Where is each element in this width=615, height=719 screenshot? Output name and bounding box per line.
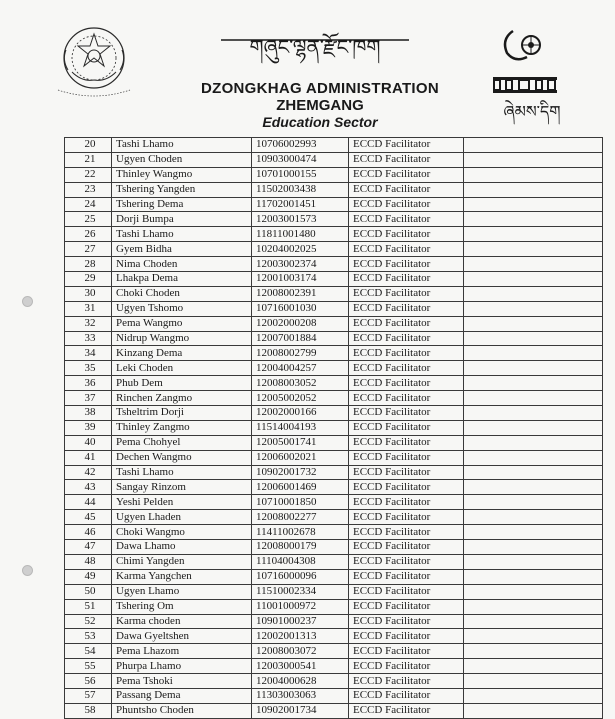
cid-cell: 10706002993 [252, 138, 349, 153]
row-number-cell: 35 [65, 361, 112, 376]
cid-cell: 10901000237 [252, 614, 349, 629]
position-cell: ECCD Facilitator [349, 257, 464, 272]
table-row [65, 584, 603, 599]
position-cell: ECCD Facilitator [349, 167, 464, 182]
row-number-cell: 46 [65, 525, 112, 540]
cid-cell: 12003000541 [252, 659, 349, 674]
remarks-cell [464, 138, 603, 153]
position-cell: ECCD Facilitator [349, 152, 464, 167]
table-row [65, 450, 603, 465]
table-row [65, 599, 603, 614]
remarks-cell [464, 316, 603, 331]
row-number-cell: 55 [65, 659, 112, 674]
zhemgang-logo-icon [497, 25, 551, 65]
row-number-cell: 24 [65, 197, 112, 212]
table-row [65, 674, 603, 689]
name-cell: Nidrup Wangmo [112, 331, 252, 346]
table-row [65, 197, 603, 212]
row-number-cell: 54 [65, 644, 112, 659]
national-emblem-icon [52, 20, 136, 100]
name-cell: Dechen Wangmo [112, 450, 252, 465]
remarks-cell [464, 450, 603, 465]
cid-cell: 12004004257 [252, 361, 349, 376]
remarks-cell [464, 629, 603, 644]
cid-cell: 12008003052 [252, 376, 349, 391]
name-cell: Choki Choden [112, 286, 252, 301]
remarks-cell [464, 391, 603, 406]
remarks-cell [464, 420, 603, 435]
cid-cell: 11811001480 [252, 227, 349, 242]
position-cell: ECCD Facilitator [349, 346, 464, 361]
cid-cell: 12008000179 [252, 540, 349, 555]
cid-cell: 11514004193 [252, 420, 349, 435]
name-cell: Gyem Bidha [112, 242, 252, 257]
punch-hole [22, 565, 33, 576]
name-cell: Dawa Gyeltshen [112, 629, 252, 644]
row-number-cell: 37 [65, 391, 112, 406]
name-cell: Tsheltrim Dorji [112, 406, 252, 421]
table-row [65, 406, 603, 421]
remarks-cell [464, 197, 603, 212]
logo-script-label: ཞེམས་དིག [503, 102, 561, 121]
table-row [65, 182, 603, 197]
cid-cell: 11104004308 [252, 554, 349, 569]
name-cell: Tshering Om [112, 599, 252, 614]
table-row [65, 257, 603, 272]
row-number-cell: 34 [65, 346, 112, 361]
table-row [65, 554, 603, 569]
position-cell: ECCD Facilitator [349, 450, 464, 465]
remarks-cell [464, 406, 603, 421]
table-row [65, 495, 603, 510]
row-number-cell: 26 [65, 227, 112, 242]
table-row [65, 316, 603, 331]
row-number-cell: 52 [65, 614, 112, 629]
position-cell: ECCD Facilitator [349, 674, 464, 689]
row-number-cell: 38 [65, 406, 112, 421]
position-cell: ECCD Facilitator [349, 480, 464, 495]
row-number-cell: 32 [65, 316, 112, 331]
row-number-cell: 47 [65, 540, 112, 555]
name-cell: Phuntsho Choden [112, 703, 252, 718]
cid-cell: 12002000208 [252, 316, 349, 331]
remarks-cell [464, 227, 603, 242]
table-row [65, 435, 603, 450]
position-cell: ECCD Facilitator [349, 272, 464, 287]
name-cell: Choki Wangmo [112, 525, 252, 540]
remarks-cell [464, 540, 603, 555]
table-row [65, 346, 603, 361]
row-number-cell: 44 [65, 495, 112, 510]
cid-cell: 12006002021 [252, 450, 349, 465]
position-cell: ECCD Facilitator [349, 703, 464, 718]
table-row [65, 227, 603, 242]
name-cell: Lhakpa Dema [112, 272, 252, 287]
position-cell: ECCD Facilitator [349, 584, 464, 599]
name-cell: Ugyen Lhamo [112, 584, 252, 599]
remarks-cell [464, 286, 603, 301]
row-number-cell: 31 [65, 301, 112, 316]
table-row [65, 703, 603, 718]
remarks-cell [464, 272, 603, 287]
row-number-cell: 33 [65, 331, 112, 346]
position-cell: ECCD Facilitator [349, 569, 464, 584]
title-block [150, 80, 490, 131]
cid-cell: 11001000972 [252, 599, 349, 614]
remarks-cell [464, 614, 603, 629]
page-subtitle: ZHEMGANG [276, 97, 364, 114]
section-title: Education Sector [262, 114, 378, 130]
remarks-cell [464, 599, 603, 614]
position-cell: ECCD Facilitator [349, 242, 464, 257]
table-row [65, 420, 603, 435]
cid-cell: 10903000474 [252, 152, 349, 167]
row-number-cell: 56 [65, 674, 112, 689]
name-cell: Kinzang Dema [112, 346, 252, 361]
remarks-cell [464, 257, 603, 272]
row-number-cell: 48 [65, 554, 112, 569]
table-row [65, 286, 603, 301]
facilitator-table [64, 137, 603, 719]
name-cell: Tshering Dema [112, 197, 252, 212]
position-cell: ECCD Facilitator [349, 614, 464, 629]
name-cell: Pema Lhazom [112, 644, 252, 659]
row-number-cell: 58 [65, 703, 112, 718]
position-cell: ECCD Facilitator [349, 361, 464, 376]
remarks-cell [464, 644, 603, 659]
cid-cell: 12002001313 [252, 629, 349, 644]
cid-cell: 10716000096 [252, 569, 349, 584]
name-cell: Phurpa Lhamo [112, 659, 252, 674]
remarks-cell [464, 674, 603, 689]
position-cell: ECCD Facilitator [349, 540, 464, 555]
cid-cell: 12003001573 [252, 212, 349, 227]
position-cell: ECCD Facilitator [349, 629, 464, 644]
table-row [65, 391, 603, 406]
table-row [65, 688, 603, 703]
row-number-cell: 28 [65, 257, 112, 272]
table-row [65, 644, 603, 659]
cid-cell: 10902001734 [252, 703, 349, 718]
cid-cell: 11502003438 [252, 182, 349, 197]
remarks-cell [464, 331, 603, 346]
name-cell: Nima Choden [112, 257, 252, 272]
table-row [65, 525, 603, 540]
row-number-cell: 50 [65, 584, 112, 599]
name-cell: Leki Choden [112, 361, 252, 376]
name-cell: Thinley Zangmo [112, 420, 252, 435]
position-cell: ECCD Facilitator [349, 286, 464, 301]
cid-cell: 12005002052 [252, 391, 349, 406]
position-cell: ECCD Facilitator [349, 301, 464, 316]
punch-hole [22, 296, 33, 307]
position-cell: ECCD Facilitator [349, 554, 464, 569]
cid-cell: 12006001469 [252, 480, 349, 495]
position-cell: ECCD Facilitator [349, 331, 464, 346]
position-cell: ECCD Facilitator [349, 227, 464, 242]
name-cell: Tashi Lhamo [112, 465, 252, 480]
cid-cell: 12008002799 [252, 346, 349, 361]
position-cell: ECCD Facilitator [349, 495, 464, 510]
remarks-cell [464, 376, 603, 391]
name-cell: Tashi Lhamo [112, 227, 252, 242]
remarks-cell [464, 569, 603, 584]
table-row [65, 510, 603, 525]
position-cell: ECCD Facilitator [349, 599, 464, 614]
position-cell: ECCD Facilitator [349, 316, 464, 331]
table-row [65, 167, 603, 182]
name-cell: Dorji Bumpa [112, 212, 252, 227]
row-number-cell: 43 [65, 480, 112, 495]
position-cell: ECCD Facilitator [349, 182, 464, 197]
row-number-cell: 20 [65, 138, 112, 153]
table-row [65, 331, 603, 346]
remarks-cell [464, 554, 603, 569]
table-row [65, 272, 603, 287]
row-number-cell: 30 [65, 286, 112, 301]
position-cell: ECCD Facilitator [349, 465, 464, 480]
remarks-cell [464, 212, 603, 227]
row-number-cell: 51 [65, 599, 112, 614]
name-cell: Tshering Yangden [112, 182, 252, 197]
cid-cell: 12001003174 [252, 272, 349, 287]
remarks-cell [464, 510, 603, 525]
position-cell: ECCD Facilitator [349, 391, 464, 406]
table-row [65, 569, 603, 584]
name-cell: Karma choden [112, 614, 252, 629]
remarks-cell [464, 242, 603, 257]
remarks-cell [464, 584, 603, 599]
row-number-cell: 45 [65, 510, 112, 525]
logo-bars-icon [492, 75, 558, 95]
remarks-cell [464, 182, 603, 197]
name-cell: Ugyen Lhaden [112, 510, 252, 525]
remarks-cell [464, 361, 603, 376]
remarks-cell [464, 688, 603, 703]
cid-cell: 10701000155 [252, 167, 349, 182]
cid-cell: 12002000166 [252, 406, 349, 421]
position-cell: ECCD Facilitator [349, 212, 464, 227]
row-number-cell: 53 [65, 629, 112, 644]
row-number-cell: 57 [65, 688, 112, 703]
remarks-cell [464, 435, 603, 450]
cid-cell: 11510002334 [252, 584, 349, 599]
row-number-cell: 40 [65, 435, 112, 450]
position-cell: ECCD Facilitator [349, 525, 464, 540]
cid-cell: 12008002391 [252, 286, 349, 301]
cid-cell: 12004000628 [252, 674, 349, 689]
remarks-cell [464, 495, 603, 510]
table-row [65, 152, 603, 167]
name-cell: Ugyen Tshomo [112, 301, 252, 316]
name-cell: Ugyen Choden [112, 152, 252, 167]
name-cell: Sangay Rinzom [112, 480, 252, 495]
position-cell: ECCD Facilitator [349, 406, 464, 421]
cid-cell: 11411002678 [252, 525, 349, 540]
position-cell: ECCD Facilitator [349, 688, 464, 703]
position-cell: ECCD Facilitator [349, 138, 464, 153]
table-row [65, 301, 603, 316]
remarks-cell [464, 167, 603, 182]
name-cell: Dawa Lhamo [112, 540, 252, 555]
table-row [65, 629, 603, 644]
position-cell: ECCD Facilitator [349, 376, 464, 391]
row-number-cell: 27 [65, 242, 112, 257]
row-number-cell: 25 [65, 212, 112, 227]
remarks-cell [464, 659, 603, 674]
table-row [65, 614, 603, 629]
page-title: DZONGKHAG ADMINISTRATION [200, 80, 439, 97]
row-number-cell: 21 [65, 152, 112, 167]
table-row [65, 376, 603, 391]
cid-cell: 12007001884 [252, 331, 349, 346]
name-cell: Passang Dema [112, 688, 252, 703]
table-row [65, 540, 603, 555]
table-row [65, 212, 603, 227]
name-cell: Pema Chohyel [112, 435, 252, 450]
position-cell: ECCD Facilitator [349, 510, 464, 525]
row-number-cell: 42 [65, 465, 112, 480]
position-cell: ECCD Facilitator [349, 420, 464, 435]
row-number-cell: 29 [65, 272, 112, 287]
remarks-cell [464, 480, 603, 495]
cid-cell: 12008003072 [252, 644, 349, 659]
cid-cell: 12008002277 [252, 510, 349, 525]
table-row [65, 138, 603, 153]
remarks-cell [464, 152, 603, 167]
remarks-cell [464, 465, 603, 480]
remarks-cell [464, 301, 603, 316]
table-row [65, 361, 603, 376]
logo-script-text [497, 97, 567, 127]
remarks-cell [464, 703, 603, 718]
name-cell: Tashi Lhamo [112, 138, 252, 153]
table-row [65, 659, 603, 674]
table-row [65, 242, 603, 257]
cid-cell: 10204002025 [252, 242, 349, 257]
row-number-cell: 23 [65, 182, 112, 197]
row-number-cell: 22 [65, 167, 112, 182]
name-cell: Rinchen Zangmo [112, 391, 252, 406]
table-row [65, 465, 603, 480]
name-cell: Karma Yangchen [112, 569, 252, 584]
position-cell: ECCD Facilitator [349, 197, 464, 212]
position-cell: ECCD Facilitator [349, 659, 464, 674]
cid-cell: 12003002374 [252, 257, 349, 272]
row-number-cell: 49 [65, 569, 112, 584]
name-cell: Pema Tshoki [112, 674, 252, 689]
remarks-cell [464, 525, 603, 540]
name-cell: Thinley Wangmo [112, 167, 252, 182]
position-cell: ECCD Facilitator [349, 435, 464, 450]
name-cell: Phub Dem [112, 376, 252, 391]
name-cell: Yeshi Pelden [112, 495, 252, 510]
cid-cell: 11702001451 [252, 197, 349, 212]
name-cell: Pema Wangmo [112, 316, 252, 331]
table-row [65, 480, 603, 495]
cid-cell: 10902001732 [252, 465, 349, 480]
dzongkha-title-text: གཞུང་ལྷན་རྫོང་ཁག [249, 35, 381, 59]
cid-cell: 12005001741 [252, 435, 349, 450]
position-cell: ECCD Facilitator [349, 644, 464, 659]
name-cell: Chimi Yangden [112, 554, 252, 569]
cid-cell: 10710001850 [252, 495, 349, 510]
dzongkha-title-logo [215, 28, 415, 68]
cid-cell: 11303003063 [252, 688, 349, 703]
cid-cell: 10716001030 [252, 301, 349, 316]
row-number-cell: 41 [65, 450, 112, 465]
table-body [65, 138, 603, 719]
row-number-cell: 39 [65, 420, 112, 435]
remarks-cell [464, 346, 603, 361]
row-number-cell: 36 [65, 376, 112, 391]
